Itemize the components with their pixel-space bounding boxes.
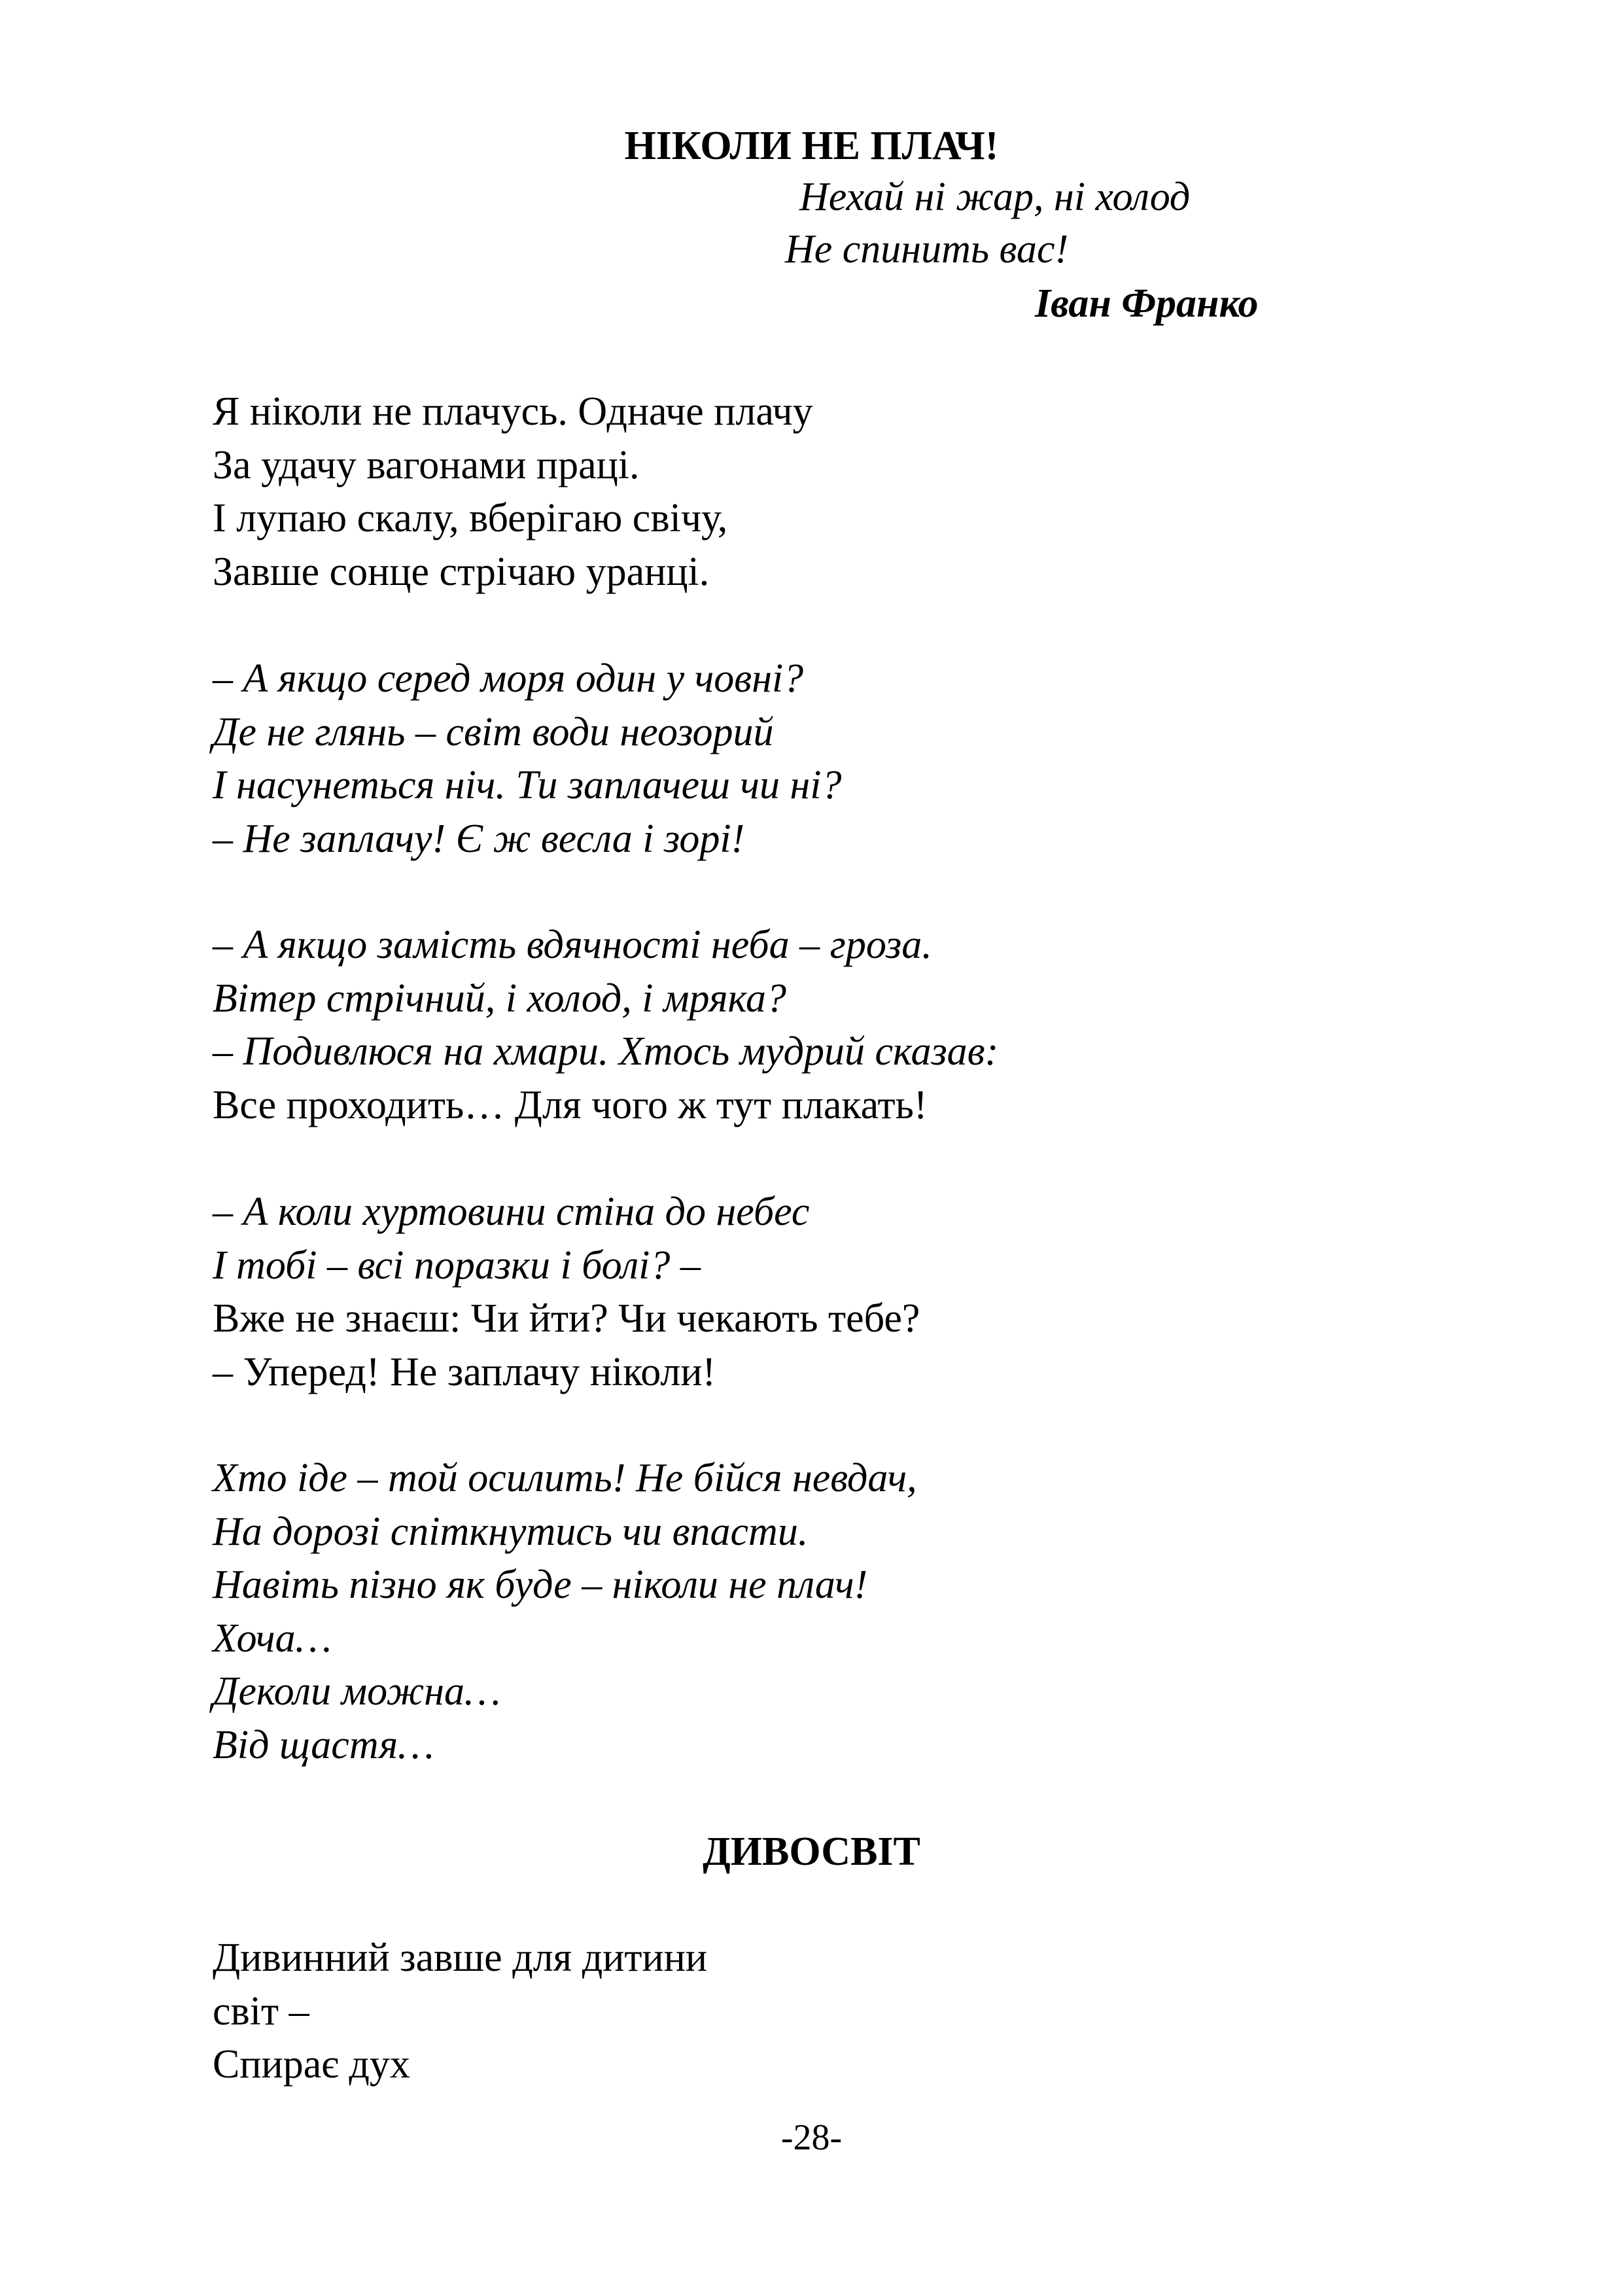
poem-line: За удачу вагонами праці. — [213, 442, 640, 487]
poem-line: – Не заплачу! Є ж весла і зорі! — [213, 816, 745, 861]
poem-line: Завше сонце стрічаю уранці. — [213, 549, 710, 594]
poem-line: І тобі – всі поразки і болі? – — [213, 1243, 701, 1288]
poem-title: НІКОЛИ НЕ ПЛАЧ! — [624, 124, 999, 168]
poem-line: Від щастя… — [213, 1722, 434, 1767]
poem-line: – А коли хуртовини стіна до небес — [213, 1190, 810, 1234]
poem-line: На дорозі спіткнутись чи впасти. — [213, 1509, 809, 1554]
poem-line: І лупаю скалу, вберігаю свічу, — [213, 496, 728, 540]
poem-line: Деколи можна… — [213, 1669, 501, 1714]
poem-line: Навіть пізно як буде – ніколи не плач! — [213, 1563, 868, 1607]
poem-title: ДИВОСВІТ — [703, 1829, 920, 1874]
poem-line: Я ніколи не плачусь. Одначе плачу — [213, 389, 813, 434]
poem-line: світ – — [213, 1988, 309, 2034]
poem-line: – А якщо серед моря один у човні? — [213, 656, 804, 701]
poem-line: Спирає дух — [213, 2042, 410, 2087]
poem-line: Вітер стрічний, і холод, і мряка? — [213, 976, 786, 1021]
poem-line: Дивинний завше для дитини — [213, 1935, 708, 1980]
poem-line: Хто іде – той осилить! Не бійся невдач, — [213, 1456, 917, 1500]
page-number: -28- — [780, 2117, 843, 2158]
stanza-3 — [213, 919, 998, 1132]
epigraph-author: Іван Франко — [1035, 281, 1259, 326]
poem-line: Вже не знаєш: Чи йти? Чи чекають тебе? — [213, 1296, 920, 1341]
poem-line: – А якщо замість вдячності неба – гроза. — [213, 923, 932, 967]
poem-line: Хоча… — [213, 1616, 332, 1661]
epigraph-line: Нехай ні жар, ні холод — [799, 175, 1191, 219]
stanza-1 — [213, 1932, 707, 2092]
poem-line: – Подивлюся на хмари. Хтось мудрий сказав: — [213, 1029, 999, 1074]
poem-line: Все проходить… Для чого ж тут плакать! — [213, 1082, 928, 1127]
poem-line: – Уперед! Не заплачу ніколи! — [213, 1349, 716, 1394]
stanza-2 — [213, 652, 841, 866]
stanza-1 — [213, 385, 813, 599]
poem-line: Де не глянь – світ води неозорий — [213, 709, 774, 754]
stanza-5 — [213, 1452, 917, 1772]
poem-line: І насунеться ніч. Ти заплачеш чи ні? — [213, 763, 842, 807]
epigraph-line: Не спинить вас! — [785, 227, 1069, 272]
stanza-4 — [213, 1186, 920, 1399]
